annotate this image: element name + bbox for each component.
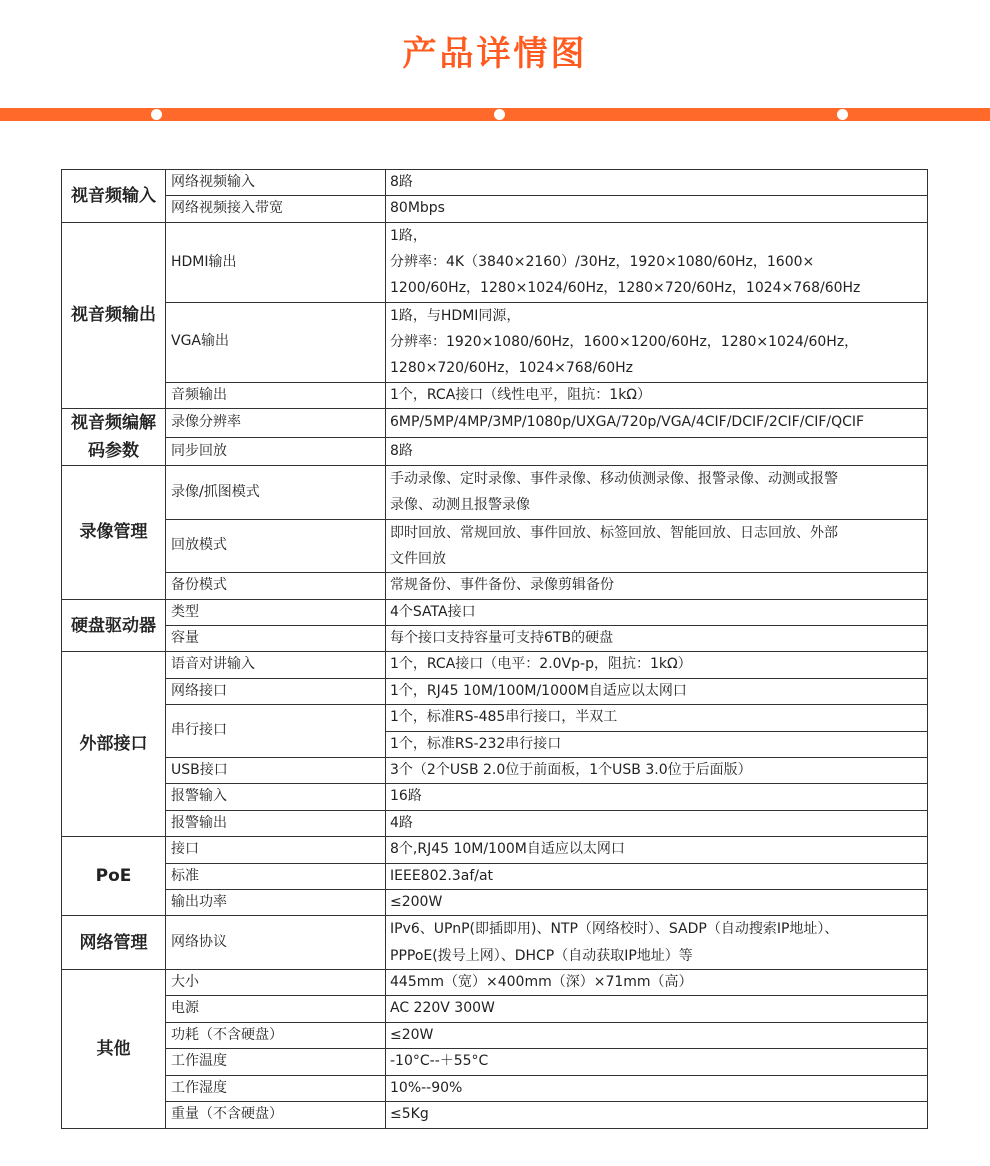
spec-value-line: 6MP/5MP/4MP/3MP/1080p/UXGA/720p/VGA/4CIF/DCIF/2CIF/CIF/QCIF (390, 414, 865, 431)
spec-value (386, 599, 928, 625)
spec-category-label: 视音频输入 (71, 185, 156, 206)
spec-item: 工作温度 (166, 1049, 386, 1075)
table-row (62, 970, 928, 996)
table-row (62, 170, 928, 196)
spec-item: 回放模式 (166, 519, 386, 573)
spec-category-label: 录像管理 (79, 522, 148, 543)
table-row (62, 678, 928, 704)
spec-item: 输出功率 (166, 890, 386, 916)
spec-value-line: 1个，标准RS-485串行接口，半双工 (390, 709, 618, 726)
spec-table (61, 169, 928, 1129)
table-row (62, 409, 928, 438)
table-row (62, 1075, 928, 1101)
spec-item: 录像/抓图模式 (166, 466, 386, 520)
spec-category (62, 970, 166, 1128)
spec-value-line: 445mm（宽）×400mm（深）×71mm（高） (390, 974, 693, 991)
table-row (62, 863, 928, 889)
spec-value-line: 1个，RCA接口（电平：2.0Vp-p，阻抗：1kΩ） (390, 656, 692, 673)
spec-value-line: 分辨率：1920×1080/60Hz，1600×1200/60Hz，1280×1024/60Hz， (390, 334, 859, 350)
spec-value-line: 1个，RJ45 10M/100M/1000M自适应以太网口 (390, 682, 687, 699)
spec-category (62, 409, 166, 466)
table-row (62, 758, 928, 784)
table-row (62, 1022, 928, 1048)
table-row (62, 626, 928, 652)
spec-value-line: 即时回放、常规回放、事件回放、标签回放、智能回放、日志回放、外部 (390, 524, 838, 541)
spec-value (386, 409, 928, 438)
spec-category (62, 916, 166, 970)
title-divider-bar (0, 108, 990, 121)
spec-value-line: -10°C--＋55°C (390, 1053, 489, 1070)
spec-item: 类型 (166, 599, 386, 625)
spec-value-line: 10%--90% (390, 1079, 463, 1096)
spec-item: 同步回放 (166, 437, 386, 466)
spec-value (386, 731, 928, 757)
divider-dot (494, 109, 505, 120)
table-row (62, 996, 928, 1022)
table-row (62, 519, 928, 573)
spec-item: HDMI输出 (166, 222, 386, 302)
spec-value-line: 8路 (390, 442, 413, 459)
spec-item: 网络视频接入带宽 (166, 196, 386, 222)
spec-category-label: PoE (95, 866, 132, 887)
spec-value-line: 3个（2个USB 2.0位于前面板，1个USB 3.0位于后面版） (390, 762, 752, 779)
spec-item: 串行接口 (166, 705, 386, 758)
spec-value-line: 8路 (390, 174, 413, 190)
divider-dot (837, 109, 848, 120)
table-row (62, 1049, 928, 1075)
spec-item: 电源 (166, 996, 386, 1022)
spec-item: 工作湿度 (166, 1075, 386, 1101)
spec-item: 接口 (166, 837, 386, 863)
spec-value (386, 863, 928, 889)
spec-item: 网络视频输入 (166, 170, 386, 196)
table-row (62, 302, 928, 382)
spec-value-line: 文件回放 (390, 550, 446, 567)
spec-value (386, 519, 928, 573)
spec-value (386, 302, 928, 382)
spec-value (386, 1049, 928, 1075)
spec-value (386, 758, 928, 784)
table-row (62, 466, 928, 520)
spec-value-line: 4个SATA接口 (390, 603, 476, 620)
spec-value (386, 196, 928, 222)
spec-item: 报警输入 (166, 784, 386, 810)
divider-dot (151, 109, 162, 120)
spec-value-line: 80Mbps (390, 200, 445, 217)
spec-item: 录像分辨率 (166, 409, 386, 438)
spec-value-line: 手动录像、定时录像、事件录像、移动侦测录像、报警录像、动测或报警 (390, 471, 838, 487)
spec-value-line: ≤5Kg (390, 1106, 429, 1123)
spec-item: 网络协议 (166, 916, 386, 970)
spec-category (62, 837, 166, 916)
spec-category (62, 466, 166, 600)
spec-value (386, 970, 928, 996)
spec-value (386, 784, 928, 810)
spec-value (386, 996, 928, 1022)
table-row (62, 382, 928, 408)
spec-item: 功耗（不含硬盘） (166, 1022, 386, 1048)
spec-item: 网络接口 (166, 678, 386, 704)
spec-value-line: 16路 (390, 788, 422, 805)
spec-value (386, 222, 928, 302)
spec-value (386, 170, 928, 196)
spec-value (386, 1022, 928, 1048)
spec-item: 容量 (166, 626, 386, 652)
spec-value-line: 1200/60Hz，1280×1024/60Hz，1280×720/60Hz，1024×768/60Hz (390, 280, 861, 297)
spec-value-line: 常规备份、事件备份、录像剪辑备份 (390, 577, 614, 594)
spec-item: 报警输出 (166, 810, 386, 836)
spec-value (386, 573, 928, 599)
spec-item: 重量（不含硬盘） (166, 1102, 386, 1128)
spec-value-line: 录像、动测且报警录像 (390, 497, 530, 514)
table-row (62, 437, 928, 466)
spec-value-line: 每个接口支持容量可支持6TB的硬盘 (390, 630, 614, 646)
spec-value-line: 分辨率：4K（3840×2160）/30Hz，1920×1080/60Hz，1600× (390, 254, 815, 271)
spec-item: VGA输出 (166, 302, 386, 382)
table-row (62, 599, 928, 625)
spec-category (62, 222, 166, 408)
spec-value (386, 705, 928, 731)
spec-item: 语音对讲输入 (166, 652, 386, 678)
spec-value (386, 678, 928, 704)
table-row (62, 1102, 928, 1128)
table-row (62, 837, 928, 863)
table-row (62, 890, 928, 916)
spec-item: 音频输出 (166, 382, 386, 408)
spec-value (386, 437, 928, 466)
spec-item: 标准 (166, 863, 386, 889)
spec-category-label: 视音频输出 (71, 305, 156, 326)
spec-value-line: IEEE802.3af/at (390, 867, 494, 884)
table-row (62, 652, 928, 678)
spec-value-line: PPPoE(拨号上网）、DHCP（自动获取IP地址）等 (390, 947, 693, 964)
table-row (62, 573, 928, 599)
table-row (62, 196, 928, 222)
spec-item: 备份模式 (166, 573, 386, 599)
spec-value (386, 626, 928, 652)
spec-value-line: ≤20W (390, 1026, 434, 1043)
spec-value (386, 1102, 928, 1128)
spec-value-line: 1280×720/60Hz，1024×768/60Hz (390, 360, 633, 377)
spec-value-line: 1个，标准RS-232串行接口 (390, 735, 562, 752)
spec-value (386, 466, 928, 520)
spec-value-line: 1个，RCA接口（线性电平，阻抗：1kΩ） (390, 386, 652, 403)
spec-value-line: ≤200W (390, 894, 443, 911)
spec-category-label: 其他 (96, 1038, 131, 1059)
spec-value (386, 890, 928, 916)
spec-category-label: 外部接口 (79, 734, 148, 755)
spec-value-line: 8个,RJ45 10M/100M自适应以太网口 (390, 841, 625, 858)
spec-item: 大小 (166, 970, 386, 996)
spec-category-label: 网络管理 (79, 932, 148, 953)
spec-value-line: IPv6、UPnP(即插即用)、NTP（网络校时）、SADP（自动搜索IP地址）、 (390, 921, 839, 938)
spec-value (386, 382, 928, 408)
spec-value (386, 652, 928, 678)
page-title: 产品详情图 (402, 34, 588, 74)
spec-category-label: 视音频编解码参数 (71, 413, 156, 461)
table-row (62, 705, 928, 731)
spec-value (386, 837, 928, 863)
spec-value-line: 4路 (390, 814, 413, 831)
spec-category (62, 170, 166, 223)
spec-category (62, 652, 166, 837)
table-row (62, 222, 928, 302)
spec-value (386, 1075, 928, 1101)
table-row (62, 810, 928, 836)
spec-category (62, 599, 166, 652)
table-row (62, 784, 928, 810)
spec-value-line: AC 220V 300W (390, 1000, 495, 1017)
spec-value (386, 916, 928, 970)
table-row (62, 916, 928, 970)
spec-value (386, 810, 928, 836)
spec-value-line: 1路， (390, 227, 427, 244)
spec-item: USB接口 (166, 758, 386, 784)
spec-value-line: 1路，与HDMI同源， (390, 307, 521, 324)
spec-category-label: 硬盘驱动器 (71, 615, 156, 636)
